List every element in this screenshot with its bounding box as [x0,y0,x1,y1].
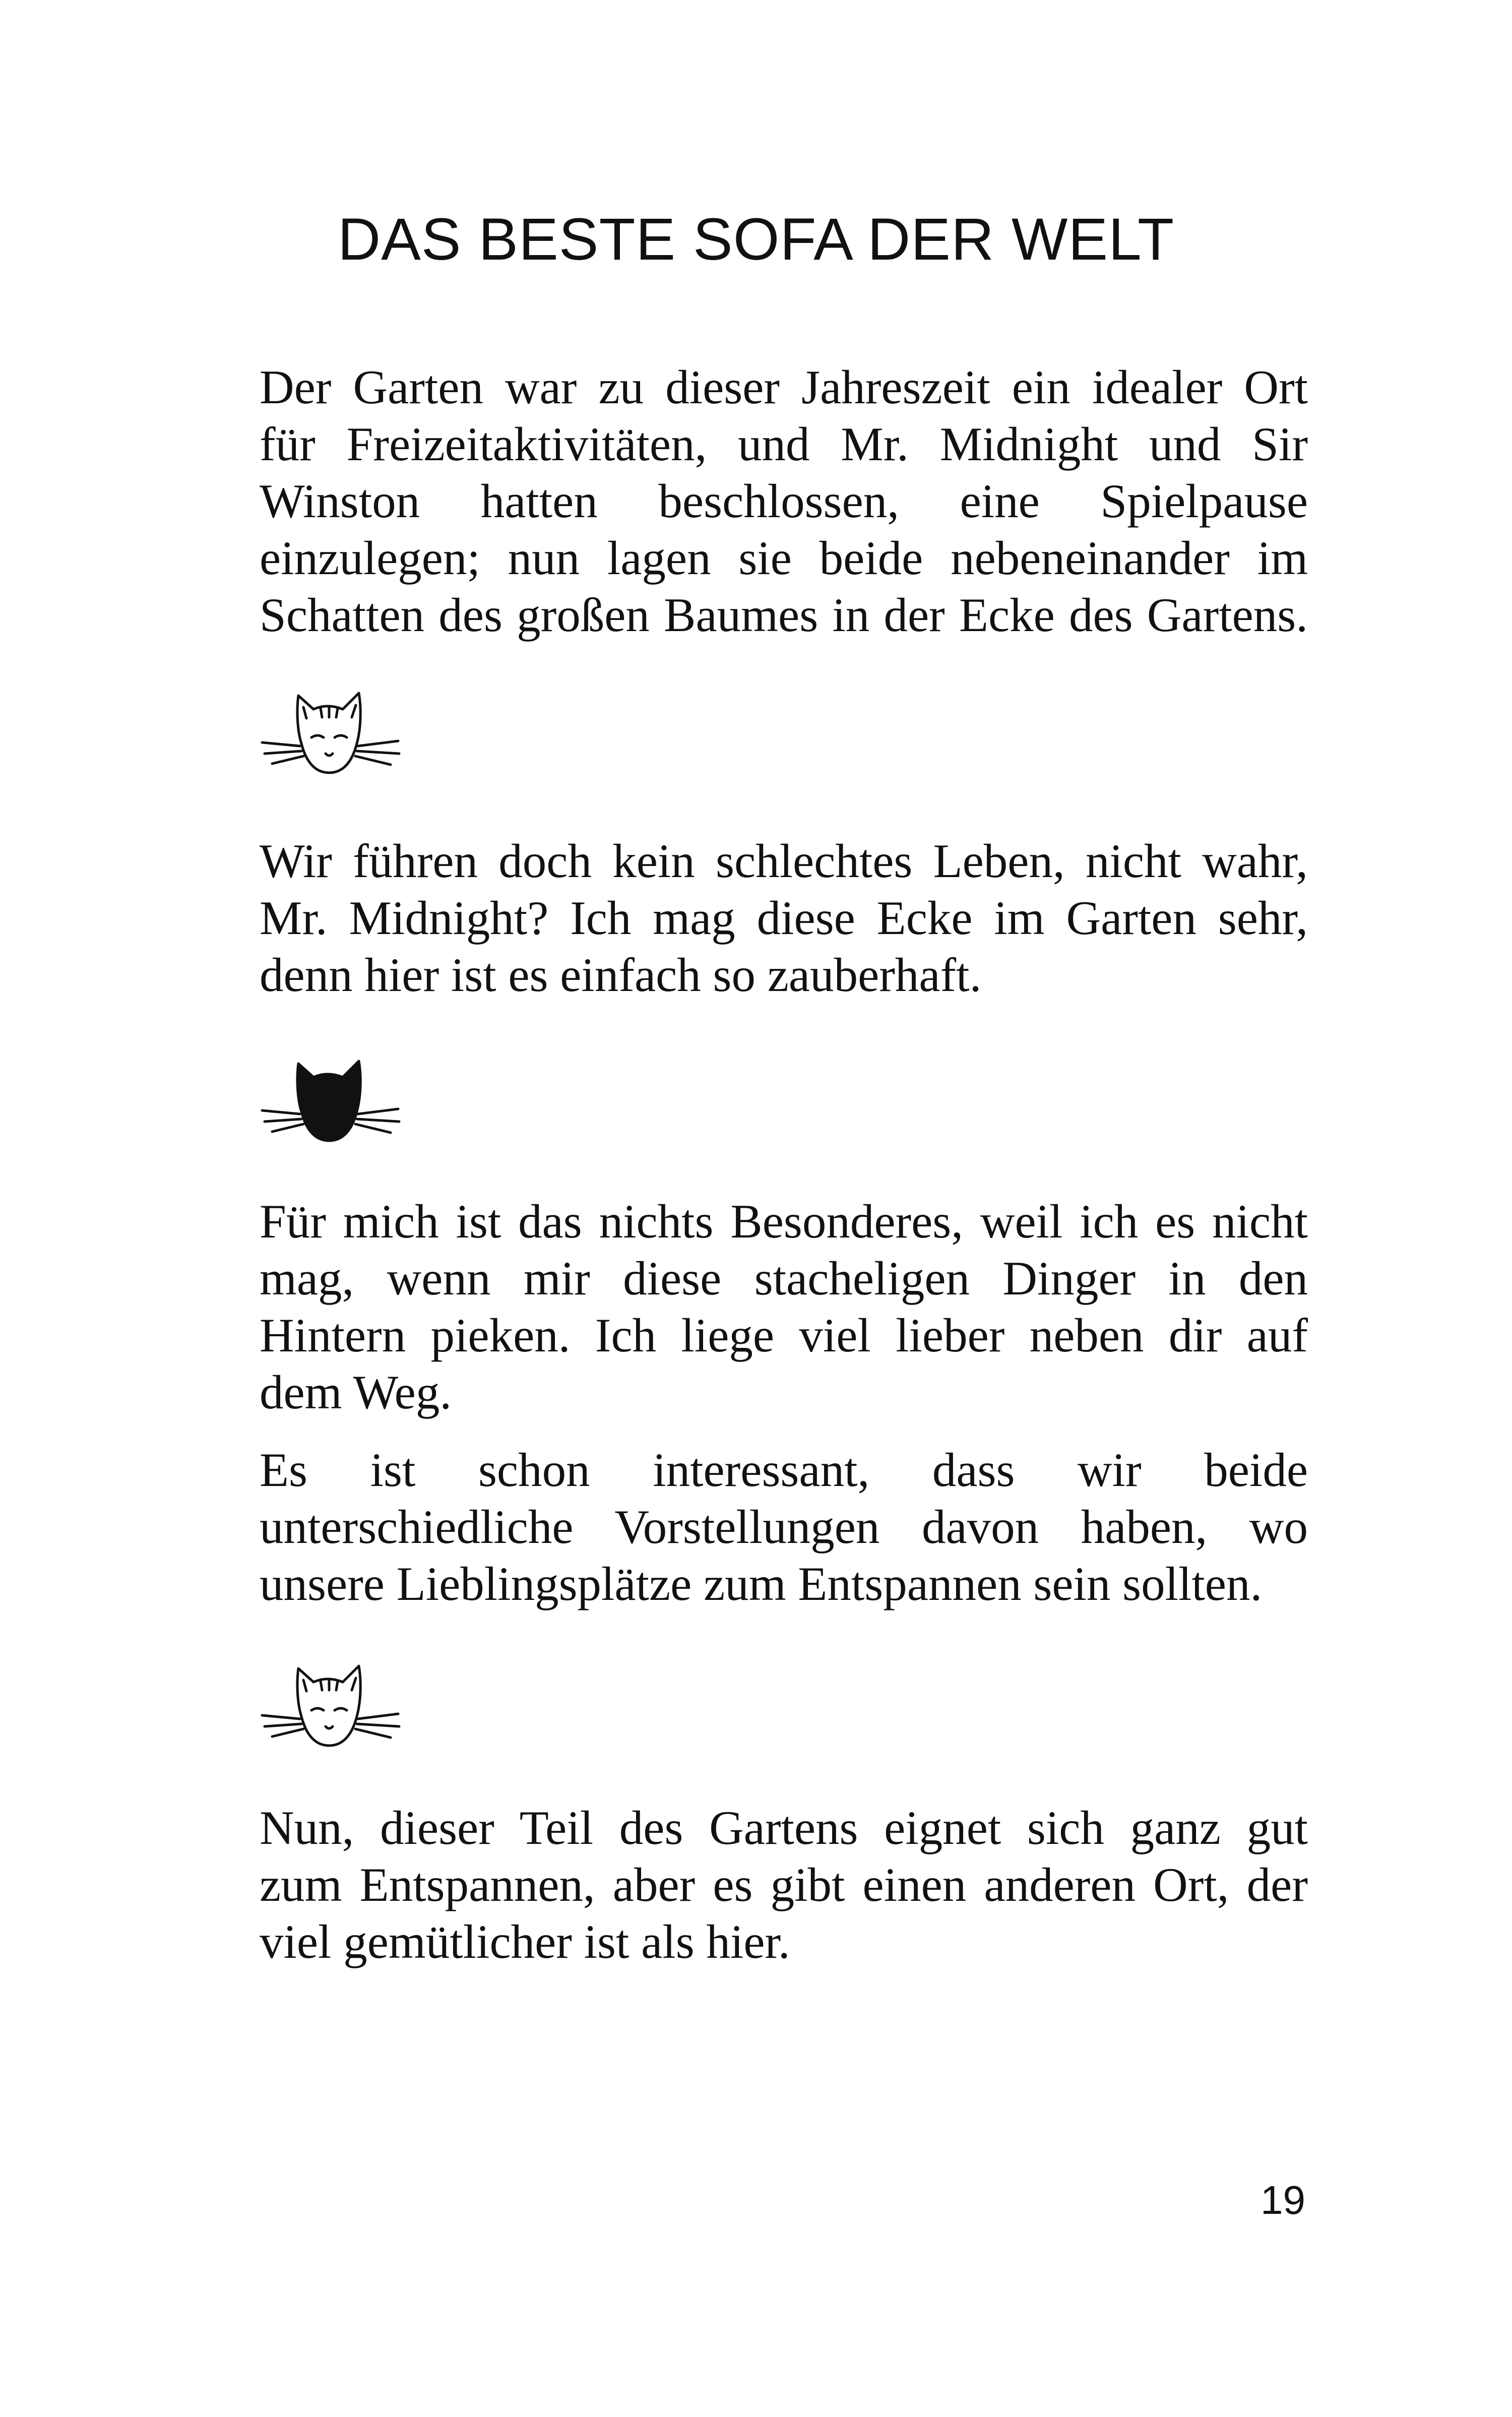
text-line: dem Weg. [260,1366,452,1419]
text-line: zum Entspannen, aber es gibt einen anderen Ort, der [260,1858,1308,1911]
text-line: Wir führen doch kein schlechtes Leben, nicht wahr, [260,834,1308,888]
dialogue-paragraph [260,1800,1308,1970]
white-cat-icon [257,1656,408,1757]
black-cat-icon [257,1051,408,1152]
text-line: Mr. Midnight? Ich mag diese Ecke im Garten sehr, [260,891,1308,945]
text-line: denn hier ist es einfach so zauberhaft. [260,948,982,1002]
page-title: DAS BESTE SOFA DER WELT [337,206,1175,273]
text-line: für Freizeitaktivitäten, und Mr. Midnight und Sir [260,417,1308,471]
text-line: viel gemütlicher ist als hier. [260,1915,790,1968]
dialogue-paragraph [260,1193,1308,1421]
text-line: Schatten des großen Baumes in der Ecke des Gartens. [260,588,1308,642]
text-line: Für mich ist das nichts Besonderes, weil ich es nicht [260,1195,1308,1248]
narration-paragraph [260,359,1308,644]
text-line: unterschiedliche Vorstellungen davon haben, wo [260,1500,1308,1554]
text-line: mag, wenn mir diese stacheligen Dinger in den [260,1252,1308,1305]
dialogue-paragraph [260,833,1308,1004]
text-line: einzulegen; nun lagen sie beide nebeneinander im [260,531,1308,585]
page-number: 19 [1261,2178,1305,2222]
text-line: Der Garten war zu dieser Jahreszeit ein idealer Ort [260,360,1308,414]
text-line: Hintern pieken. Ich liege viel lieber neben dir auf [260,1309,1308,1362]
text-line: Nun, dieser Teil des Gartens eignet sich ganz gut [260,1801,1308,1854]
dialogue-paragraph [260,1442,1308,1613]
text-line: unsere Lieblingsplätze zum Entspannen sein sollten. [260,1557,1263,1610]
white-cat-icon [257,683,408,784]
text-line: Winston hatten beschlossen, eine Spielpause [260,474,1308,528]
text-line: Es ist schon interessant, dass wir beide [260,1443,1308,1497]
